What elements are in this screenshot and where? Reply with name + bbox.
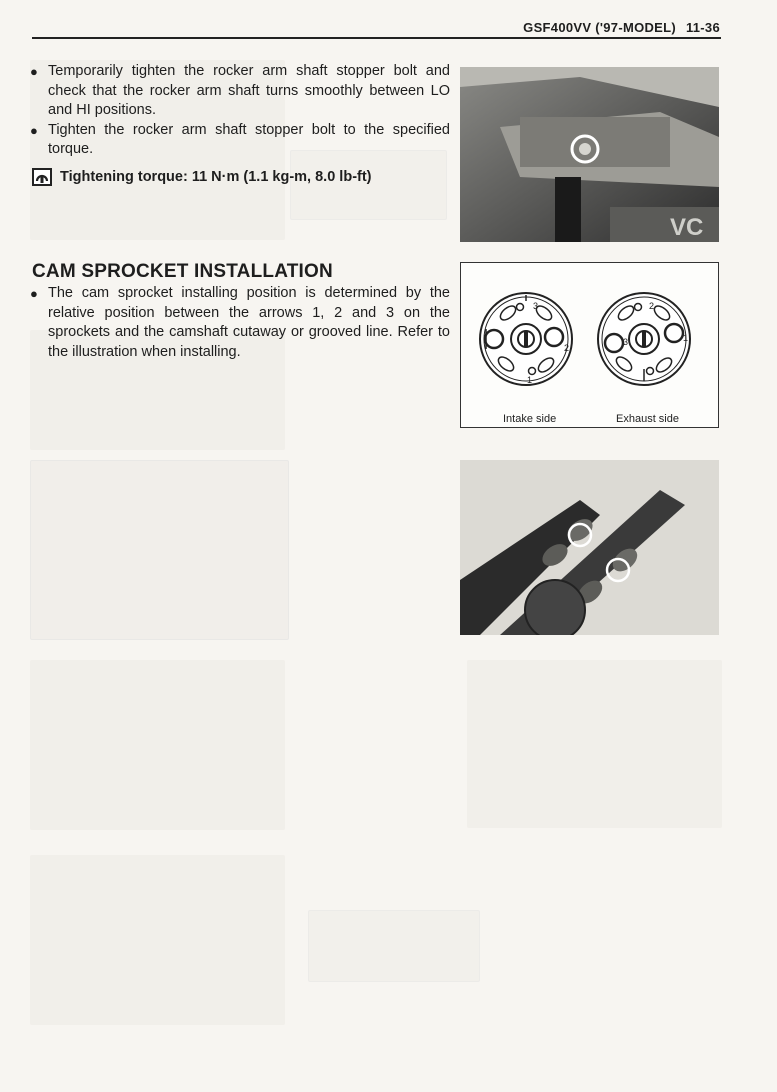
intake-mark-2: 2 (564, 343, 570, 353)
torque-spec (32, 168, 372, 186)
bleed-through-block (30, 660, 285, 830)
intake-mark-3: 3 (533, 301, 539, 311)
section-title: CAM SPROCKET INSTALLATION (32, 261, 333, 282)
exhaust-mark-1: 1 (683, 333, 689, 343)
cylinder-head-photo (460, 67, 719, 242)
sprocket-illustration (460, 262, 719, 428)
bleed-through-block (30, 460, 289, 640)
list-item (30, 284, 450, 362)
camshaft-photo (460, 460, 719, 635)
bullet-icon: ● (30, 64, 38, 79)
torque-text: Tightening torque: 11 N·m (1.1 kg-m, 8.0 lb-ft) (60, 169, 372, 185)
top-bullet-list (30, 62, 450, 160)
intake-mark-1: 1 (527, 375, 533, 385)
page-number: 11-36 (685, 20, 720, 35)
exhaust-caption: Exhaust side (616, 413, 679, 425)
bullet-icon: ● (30, 122, 38, 138)
bullet-text: The cam sprocket installing position is determined by the relative position between the arrows 1, 2 and 3 on the sprockets and the camshaft cutaway or grooved line. Refer to the illustration when installing. (48, 285, 450, 360)
exhaust-mark-3: 3 (623, 337, 629, 347)
model-label: GSF400VV ('97-MODEL) (523, 20, 677, 35)
exhaust-mark-2: 2 (649, 301, 655, 311)
bleed-through-block (308, 910, 480, 982)
section-bullet-list (30, 284, 450, 362)
bullet-text: Tighten the rocker arm shaft stopper bolt to the specified torque. (48, 121, 450, 157)
exhaust-sprocket-diagram (598, 293, 690, 385)
bullet-icon: ● (30, 286, 38, 301)
page-header (523, 20, 720, 35)
bullet-text: Temporarily tighten the rocker arm shaft stopper bolt and check that the rocker arm shaft turns smoothly between LO and HI positions. (48, 63, 450, 118)
svg-text:VC: VC (670, 214, 704, 241)
bleed-through-block (467, 660, 722, 828)
intake-caption: Intake side (503, 413, 557, 425)
bleed-through-block (30, 855, 285, 1025)
intake-sprocket-diagram (480, 293, 572, 385)
header-rule (32, 37, 721, 39)
list-item (30, 121, 450, 160)
torque-wrench-icon (32, 168, 52, 186)
list-item (30, 62, 450, 121)
